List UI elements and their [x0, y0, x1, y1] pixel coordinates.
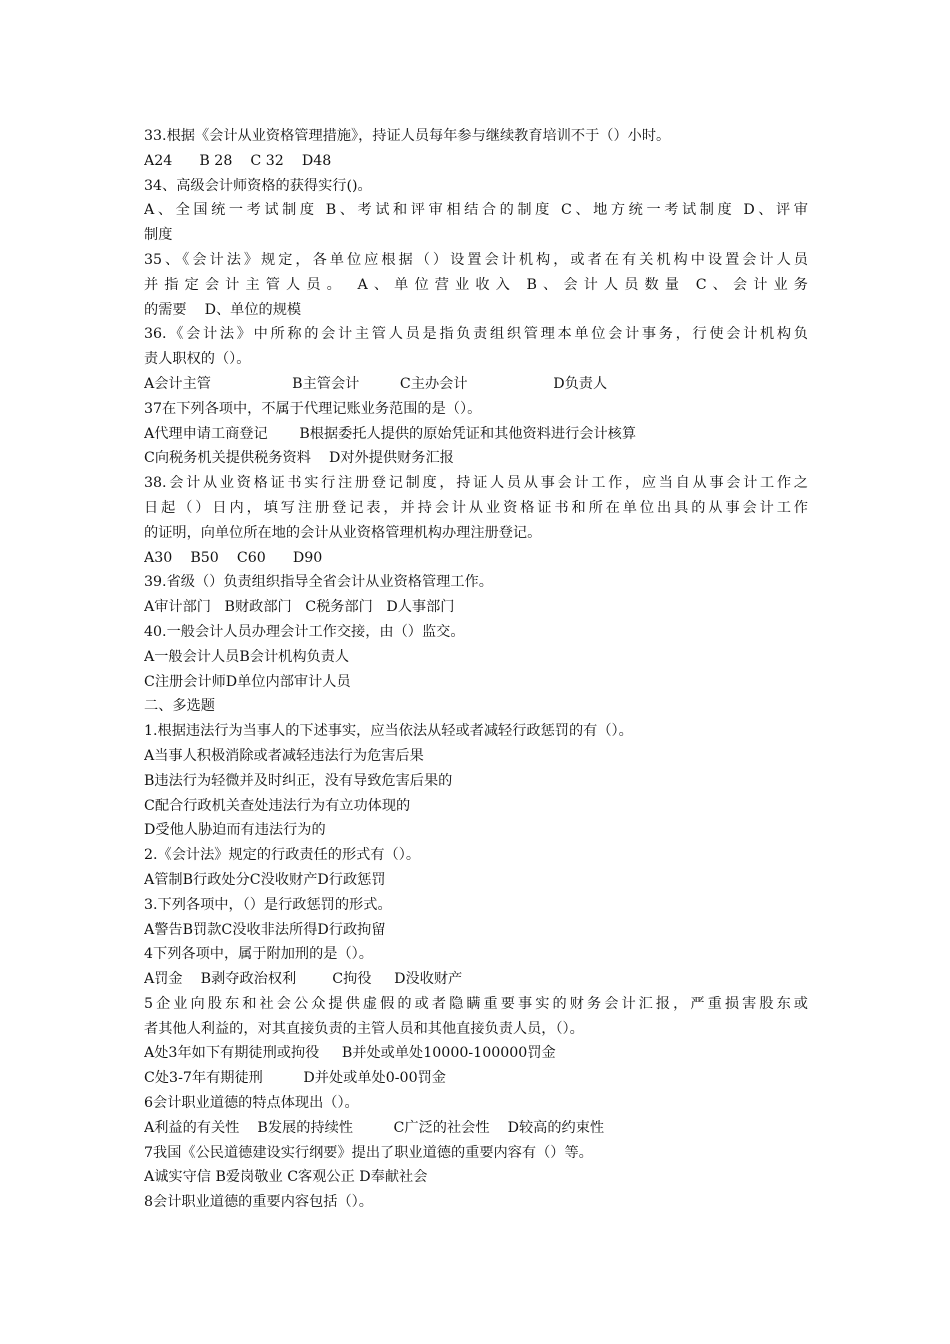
- text-line: 40.一般会计人员办理会计工作交接，由（）监交。: [144, 623, 465, 640]
- text-line: A利益的有关性 B发展的持续性 C广泛的社会性 D较高的约束性: [144, 1119, 605, 1136]
- text-line: A一般会计人员B会计机构负责人: [144, 648, 350, 665]
- text-line: A代理申请工商登记 B根据委托人提供的原始凭证和其他资料进行会计核算: [144, 425, 637, 442]
- text-line: D受他人胁迫而有违法行为的: [144, 822, 326, 839]
- text-line: 37在下列各项中，不属于代理记账业务范围的是（）。: [144, 400, 482, 417]
- text-line: A30 B50 C60 D90: [144, 549, 323, 566]
- text-line: 2.《会计法》规定的行政责任的形式有（）。: [144, 847, 421, 864]
- text-line: 1.根据违法行为当事人的下述事实，应当依法从轻或者减轻行政惩罚的有（）。: [144, 723, 633, 740]
- text-line: A警告B罚款C没收非法所得D行政拘留: [144, 921, 386, 938]
- text-line: 38.会计从业资格证书实行注册登记制度，持证人员从事会计工作，应当自从事会计工作之: [144, 475, 808, 492]
- text-line: 的证明，向单位所在地的会计从业资格管理机构办理注册登记。: [144, 524, 542, 541]
- text-line: 责人职权的（）。: [144, 351, 251, 368]
- text-line: C处3-7年有期徒刑 D并处或单处0-00罚金: [144, 1070, 446, 1087]
- text-line: C配合行政机关查处违法行为有立功体现的: [144, 797, 411, 814]
- text-line: A、全国统一考试制度 B、考试和评审相结合的制度 C、地方统一考试制度 D、评审: [144, 202, 808, 219]
- text-line: 6会计职业道德的特点体现出（）。: [144, 1095, 359, 1112]
- text-line: 制度: [144, 227, 173, 244]
- text-line: A罚金 B剥夺政治权利 C拘役 D没收财产: [144, 971, 463, 988]
- text-line: A当事人积极消除或者减轻违法行为危害后果: [144, 747, 424, 764]
- text-line: 39.省级（）负责组织指导全省会计从业资格管理工作。: [144, 574, 493, 591]
- text-line: A会计主管 B主管会计 C主办会计 D负责人: [144, 375, 608, 392]
- text-line: 7我国《公民道德建设实行纲要》提出了职业道德的重要内容有（）等。: [144, 1144, 593, 1161]
- text-line: C向税务机关提供税务资料 D对外提供财务汇报: [144, 450, 454, 467]
- text-line: 者其他人利益的，对其直接负责的主管人员和其他直接负责人员，（）。: [144, 1020, 584, 1037]
- text-line: 4下列各项中，属于附加刑的是（）。: [144, 946, 373, 963]
- text-line: A诚实守信 B爱岗敬业 C客观公正 D奉献社会: [144, 1169, 428, 1186]
- text-line: A24 B 28 C 32 D48: [144, 152, 332, 169]
- text-line: B违法行为轻微并及时纠正，没有导致危害后果的: [144, 772, 453, 789]
- text-line: 35、《会计法》规定，各单位应根据（）设置会计机构，或者在有关机构中设置会计人员: [144, 251, 808, 268]
- text-line: 并指定会计主管人员。 A、单位营业收入 B、会计人员数量 C、会计业务: [144, 276, 808, 293]
- document-body: [144, 124, 808, 1215]
- text-line: 34、高级会计师资格的获得实行()。: [144, 177, 372, 194]
- text-line: 日起（）日内，填写注册登记表，并持会计从业资格证书和所在单位出具的从事会计工作: [144, 499, 808, 516]
- text-line: 二、多选题: [144, 698, 215, 715]
- text-line: 3.下列各项中，（）是行政惩罚的形式。: [144, 896, 392, 913]
- text-line: 33.根据《会计从业资格管理措施》，持证人员每年参与继续教育培训不于（）小时。: [144, 128, 671, 144]
- text-line: 的需要 D、单位的规模: [144, 301, 302, 318]
- text-line: C注册会计师D单位内部审计人员: [144, 673, 351, 690]
- text-line: 36.《会计法》中所称的会计主管人员是指负责组织管理本单位会计事务，行使会计机构负: [144, 326, 808, 343]
- text-line: 5企业向股东和社会公众提供虚假的或者隐瞒重要事实的财务会计汇报，严重损害股东或: [144, 995, 808, 1012]
- text-line: A管制B行政处分C没收财产D行政惩罚: [144, 871, 386, 888]
- text-line: 8会计职业道德的重要内容包括（）。: [144, 1194, 373, 1211]
- text-line: A处3年如下有期徒刑或拘役 B并处或单处10000-100000罚金: [144, 1045, 556, 1062]
- text-line: A审计部门 B财政部门 C税务部门 D人事部门: [144, 599, 455, 616]
